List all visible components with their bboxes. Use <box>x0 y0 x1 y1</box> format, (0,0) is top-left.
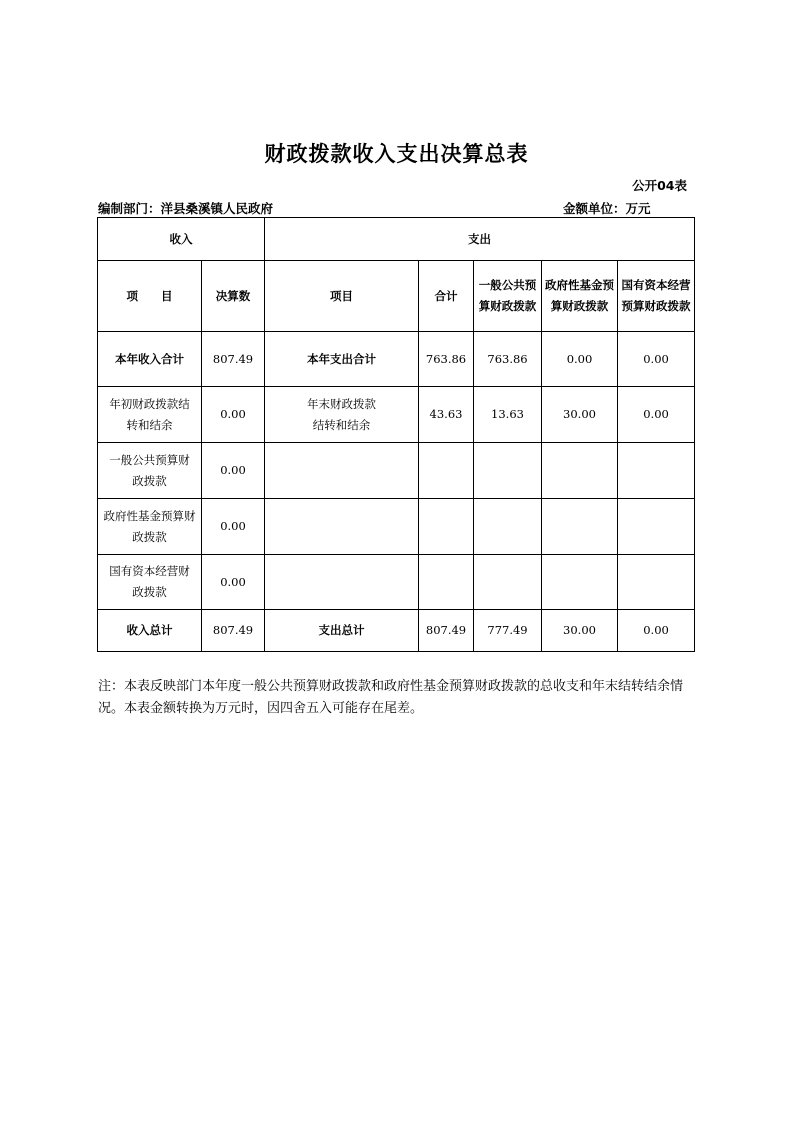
column-header-row <box>98 261 695 332</box>
table-row <box>98 610 695 652</box>
income-amount: 0.00 <box>202 499 265 555</box>
col-state-capital-header: 国有资本经营预算财政拨款 <box>618 261 695 332</box>
income-item: 收入总计 <box>98 610 202 652</box>
page-title: 财政拨款收入支出决算总表 <box>264 142 529 166</box>
empty-cell <box>474 499 542 555</box>
income-amount: 0.00 <box>202 387 265 443</box>
col-total-header: 合计 <box>419 261 474 332</box>
empty-cell <box>474 443 542 499</box>
income-item: 本年收入合计 <box>98 332 202 387</box>
empty-cell <box>618 499 695 555</box>
empty-cell <box>265 555 419 610</box>
expense-general: 777.49 <box>474 610 542 652</box>
expense-total: 43.63 <box>419 387 474 443</box>
income-amount: 0.00 <box>202 443 265 499</box>
table-row <box>98 332 695 387</box>
income-amount: 0.00 <box>202 555 265 610</box>
empty-cell <box>474 555 542 610</box>
expense-state-capital: 0.00 <box>618 610 695 652</box>
expense-item: 年末财政拨款结转和结余 <box>265 387 419 443</box>
empty-cell <box>542 555 618 610</box>
col-general-header: 一般公共预算财政拨款 <box>474 261 542 332</box>
footnote: 注：本表反映部门本年度一般公共预算财政拨款和政府性基金预算财政拨款的总收支和年末结转结余情况。本表金额转换为万元时，因四舍五入可能存在尾差。 <box>98 679 684 716</box>
expense-gov-fund: 0.00 <box>542 332 618 387</box>
empty-cell <box>618 443 695 499</box>
expense-total: 807.49 <box>419 610 474 652</box>
expense-general: 763.86 <box>474 332 542 387</box>
col-gov-fund-header: 政府性基金预算财政拨款 <box>542 261 618 332</box>
expense-gov-fund: 30.00 <box>542 387 618 443</box>
form-number: 公开04表 <box>632 178 687 193</box>
section-header-row <box>98 218 695 261</box>
empty-cell <box>419 555 474 610</box>
table-row <box>98 387 695 443</box>
income-item: 年初财政拨款结转和结余 <box>98 387 202 443</box>
income-item: 一般公共预算财政拨款 <box>98 443 202 499</box>
income-item: 国有资本经营财政拨款 <box>98 555 202 610</box>
department-label: 编制部门：洋县桑溪镇人民政府 <box>98 201 274 216</box>
table-row <box>98 499 695 555</box>
empty-cell <box>265 499 419 555</box>
table-row <box>98 443 695 499</box>
empty-cell <box>618 555 695 610</box>
empty-cell <box>419 499 474 555</box>
expense-state-capital: 0.00 <box>618 387 695 443</box>
income-header: 收入 <box>98 218 265 261</box>
empty-cell <box>419 443 474 499</box>
table-row <box>98 555 695 610</box>
budget-table <box>97 217 695 652</box>
income-amount: 807.49 <box>202 332 265 387</box>
empty-cell <box>542 443 618 499</box>
expense-total: 763.86 <box>419 332 474 387</box>
col-amount-header: 决算数 <box>202 261 265 332</box>
expense-general: 13.63 <box>474 387 542 443</box>
unit-label: 金额单位：万元 <box>563 201 651 216</box>
col-exp-item-header: 项目 <box>265 261 419 332</box>
expense-item: 本年支出合计 <box>265 332 419 387</box>
expense-header: 支出 <box>265 218 695 261</box>
expense-item: 支出总计 <box>265 610 419 652</box>
empty-cell <box>265 443 419 499</box>
expense-state-capital: 0.00 <box>618 332 695 387</box>
income-item: 政府性基金预算财政拨款 <box>98 499 202 555</box>
income-amount: 807.49 <box>202 610 265 652</box>
col-item-header: 项 目 <box>98 261 202 332</box>
expense-gov-fund: 30.00 <box>542 610 618 652</box>
empty-cell <box>542 499 618 555</box>
